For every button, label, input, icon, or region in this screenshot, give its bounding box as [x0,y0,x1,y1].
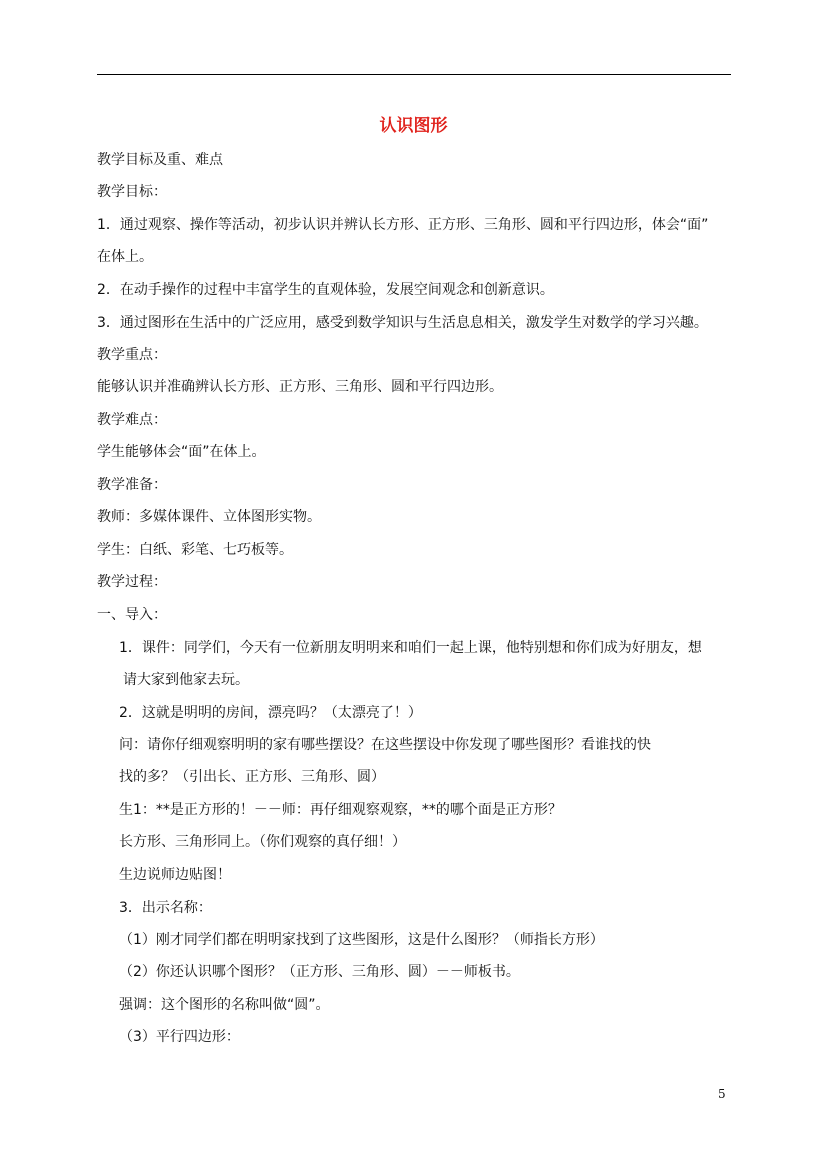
text-line: 1．通过观察、操作等活动，初步认识并辨认长方形、正方形、三角形、圆和平行四边形，体会“面” [97,217,709,233]
header-rule [97,74,731,75]
text-line: 2．在动手操作的过程中丰富学生的直观体验，发展空间观念和创新意识。 [97,282,554,298]
text-line: （1）刚才同学们都在明明家找到了这些图形，这是什么图形？（师指长方形） [119,932,604,948]
text-line: 请大家到他家去玩。 [123,672,249,688]
text-line: 3．通过图形在生活中的广泛应用，感受到数学知识与生活息息相关，激发学生对数学的学习兴趣。 [97,315,708,331]
text-line: 教学重点： [97,347,167,363]
text-line: 1．课件：同学们，今天有一位新朋友明明来和咱们一起上课，他特别想和你们成为好朋友，想 [119,640,702,656]
text-line: 强调：这个图形的名称叫做“圆”。 [119,997,330,1013]
text-line: 教学目标： [97,184,167,200]
text-line: 一、导入： [97,607,167,623]
text-line: 教学目标及重、难点 [97,152,223,168]
page-number: 5 [718,1087,726,1101]
document-title: 认识图形 [379,116,448,136]
text-line: 教师：多媒体课件、立体图形实物。 [97,509,321,525]
text-line: 教学难点： [97,412,167,428]
text-line: （2）你还认识哪个图形？（正方形、三角形、圆）－－师板书。 [119,964,520,980]
text-line: 学生能够体会“面”在体上。 [97,444,266,460]
text-line: 教学准备： [97,477,167,493]
text-line: 生1：**是正方形的！－－师：再仔细观察观察，**的哪个面是正方形？ [119,802,562,818]
text-line: 在体上。 [97,249,153,265]
text-line: 2．这就是明明的房间，漂亮吗？（太漂亮了！） [119,705,422,721]
text-line: 能够认识并准确辨认长方形、正方形、三角形、圆和平行四边形。 [97,379,503,395]
text-line: 问：请你仔细观察明明的家有哪些摆设？在这些摆设中你发现了哪些图形？看谁找的快 [119,737,651,753]
text-line: 教学过程： [97,574,167,590]
text-line: 学生：白纸、彩笔、七巧板等。 [97,542,293,558]
text-line: 找的多？（引出长、正方形、三角形、圆） [119,769,385,785]
text-line: （3）平行四边形： [119,1029,240,1045]
text-line: 长方形、三角形同上。（你们观察的真仔细！） [119,834,406,850]
text-line: 3．出示名称： [119,900,212,916]
text-line: 生边说师边贴图！ [119,867,231,883]
